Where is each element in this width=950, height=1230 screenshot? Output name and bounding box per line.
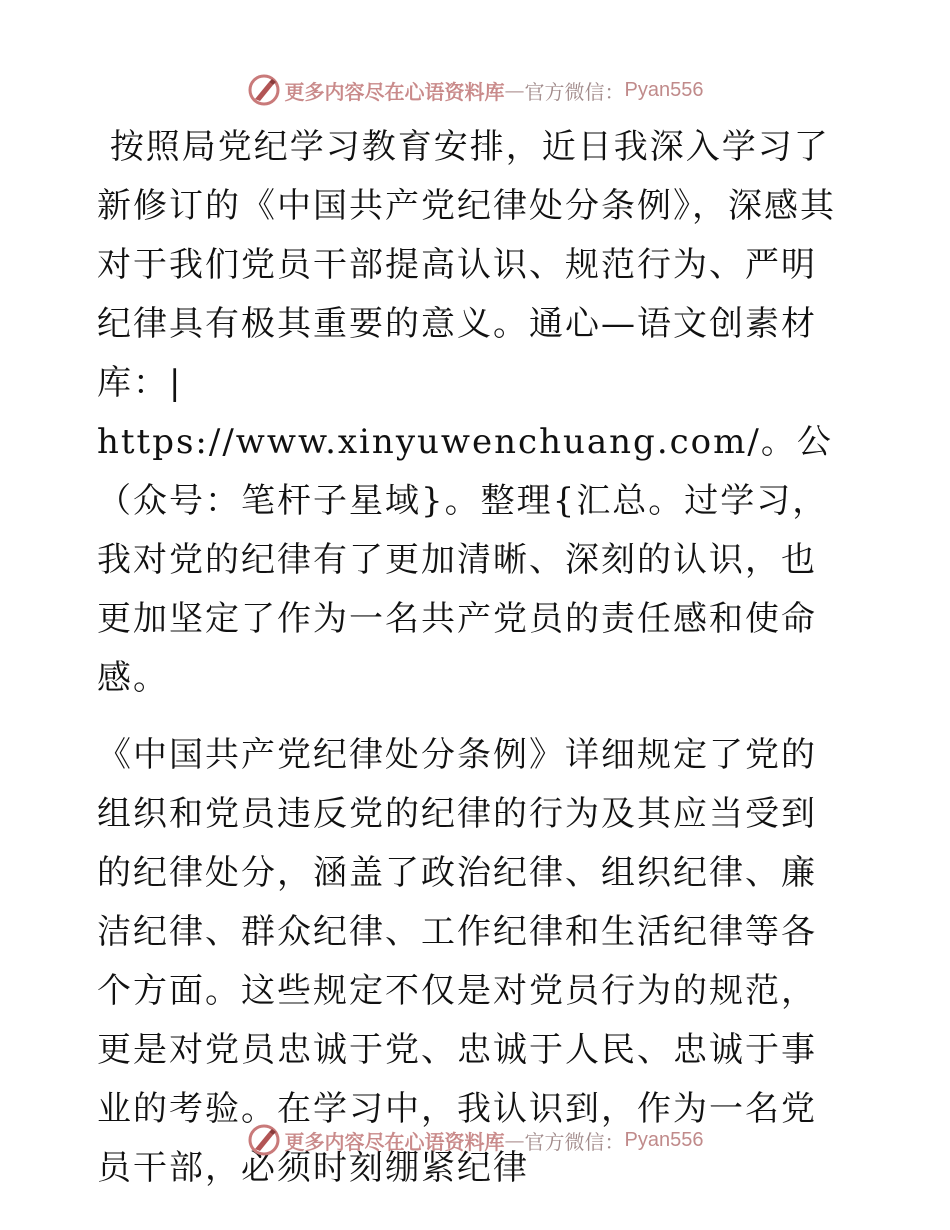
header-slogan: 更多内容尽在心语资料库 <box>284 79 505 104</box>
footer-wechat-label: 官方微信： <box>524 1129 625 1154</box>
paragraph-2: 《中国共产党纪律处分条例》详细规定了党的组织和党员违反党的纪律的行为及其应当受到的纪律处分，涵盖了政治纪律、组织纪律、廉洁纪律、群众纪律、工作纪律和生活纪律等各个方面。这些规定不仅是对党员行为的规范，更是对党员忠诚于党、忠诚于人民、忠诚于事业的考验。在学习中，我认识到，作为一名党员干部，必须时刻绷紧纪律 <box>97 735 817 1188</box>
header-dash: — <box>504 78 525 102</box>
pen-logo-icon <box>247 73 281 107</box>
footer-wechat-id: Pyan556 <box>624 1128 704 1151</box>
footer-slogan: 更多内容尽在心语资料库 <box>284 1129 505 1154</box>
document-body <box>97 118 849 1216</box>
footer-dash: — <box>504 1128 525 1152</box>
pen-logo-icon <box>247 1123 281 1157</box>
header-wechat-label: 官方微信： <box>524 79 625 104</box>
footer-banner <box>0 1120 950 1160</box>
paragraph-1: 按照局党纪学习教育安排，近日我深入学习了新修订的《中国共产党纪律处分条例》，深感其对于我们党员干部提高认识、规范行为、严明纪律具有极其重要的意义。通心—语文创素材库：| https://www.xinyuwenchuang.com/。公（众号：笔杆子星域}。整理{汇总。过学习，我对党的纪律有了更加清晰、深刻的认识，也更加坚定了作为一名共产党员的责任感和使命感。 <box>97 127 836 698</box>
header-wechat-id: Pyan556 <box>624 78 704 101</box>
header-banner <box>0 70 950 110</box>
